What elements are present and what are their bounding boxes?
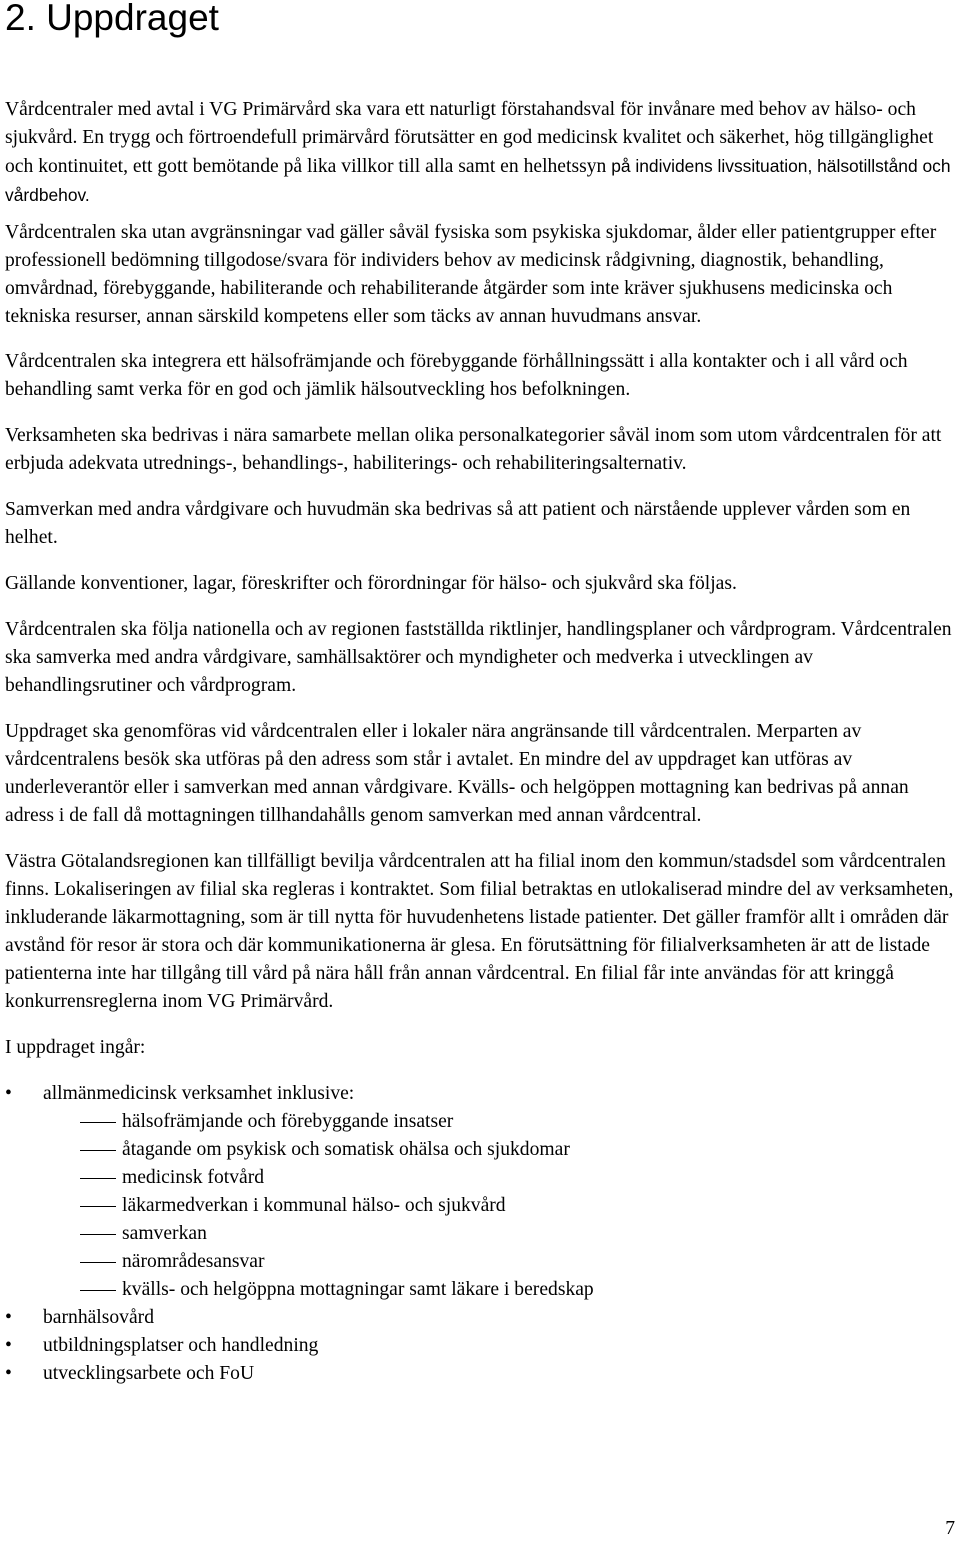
sub-list-item <box>43 1276 957 1304</box>
sub-list-item-text: åtagande om psykisk och somatisk ohälsa och sjukdomar <box>122 1139 570 1160</box>
sub-list-item-text: medicinsk fotvård <box>122 1167 265 1188</box>
list-intro: I uppdraget ingår: <box>5 1037 146 1058</box>
dash-icon <box>80 1150 116 1151</box>
dash-icon <box>80 1290 116 1291</box>
bullet-list <box>5 1080 957 1388</box>
sub-list-item <box>43 1220 957 1248</box>
paragraph-text-sans: på individens livssituation, hälsotillstånd och vårdbehov. <box>5 156 951 205</box>
dash-icon <box>80 1206 116 1207</box>
sub-list <box>43 1108 957 1304</box>
paragraph <box>5 96 957 210</box>
dash-icon <box>80 1234 116 1235</box>
list-item-text: utbildningsplatser och handledning <box>43 1335 319 1356</box>
paragraph: Västra Götalandsregionen kan tillfälligt bevilja vårdcentralen att ha filial inom den kommun/stadsdel som vårdcentralen finns. Lokaliseringen av filial ska regleras i kontraktet. Som filial betraktas en utlokaliserad mindre del av verksamheten, inkluderande läkarmottagning, som är till nytta för huvudenhetens listade patienter. Det gäller framför allt i områden där avstånd för resor är stora och där kommunikationerna är glesa. En förutsättning för filialverksamheten är att de listade patienterna inte har tillgång till vård på nära håll från annan vårdcentral. En filial får inte användas för att kringgå konkurrensreglerna inom VG Primärvård. <box>5 851 954 1012</box>
list-item-text: barnhälsovård <box>43 1307 154 1328</box>
sub-list-item-text: närområdesansvar <box>122 1251 265 1272</box>
document-body <box>5 96 957 1388</box>
bullet-icon: • <box>5 1307 12 1328</box>
sub-list-item <box>43 1136 957 1164</box>
list-item <box>5 1332 957 1360</box>
dash-icon <box>80 1122 116 1123</box>
paragraph: Samverkan med andra vårdgivare och huvudmän ska bedrivas så att patient och närstående upplever vården som en helhet. <box>5 499 911 548</box>
sub-list-item <box>43 1164 957 1192</box>
paragraph: Gällande konventioner, lagar, föreskrifter och förordningar för hälso- och sjukvård ska följas. <box>5 573 737 594</box>
paragraph: Uppdraget ska genomföras vid vårdcentralen eller i lokaler nära angränsande till vårdcentralen. Merparten av vårdcentralens besök ska utföras på den adress som står i avtalet. En mindre del av uppdraget kan utföras av underleverantör eller i samverkan med annan vårdgivare. Kvälls- och helgöppen mottagning kan bedrivas på annan adress i de fall då mottagningen tillhandahålls genom samverkan med annan vårdcentral. <box>5 721 909 826</box>
sub-list-item <box>43 1248 957 1276</box>
paragraph: Verksamheten ska bedrivas i nära samarbete mellan olika personalkategorier såväl inom som utom vårdcentralen för att erbjuda adekvata utrednings-, behandlings-, habiliterings- och rehabiliteringsalternativ. <box>5 425 942 474</box>
sub-list-item-text: läkarmedverkan i kommunal hälso- och sjukvård <box>122 1195 506 1216</box>
paragraph: Vårdcentralen ska integrera ett hälsofrämjande och förebyggande förhållningssätt i alla kontakter och i all vård och behandling samt verka för en god och jämlik hälsoutveckling hos befolkningen. <box>5 351 908 400</box>
sub-list-item-text: kvälls- och helgöppna mottagningar samt läkare i beredskap <box>122 1279 594 1300</box>
sub-list-item <box>43 1108 957 1136</box>
list-item-text: allmänmedicinsk verksamhet inklusive: <box>43 1083 355 1104</box>
bullet-icon: • <box>5 1335 12 1356</box>
page-number: 7 <box>945 1518 955 1539</box>
dash-icon <box>80 1178 116 1179</box>
list-item-text: utvecklingsarbete och FoU <box>43 1363 255 1384</box>
bullet-icon: • <box>5 1363 12 1384</box>
paragraph: Vårdcentralen ska följa nationella och av regionen fastställda riktlinjer, handlingsplaner och vårdprogram. Vårdcentralen ska samverka med andra vårdgivare, samhällsaktörer och myndigheter och medverka i utvecklingen av behandlingsrutiner och vårdprogram. <box>5 619 952 696</box>
dash-icon <box>80 1262 116 1263</box>
paragraph: Vårdcentralen ska utan avgränsningar vad gäller såväl fysiska som psykiska sjukdomar, ålder eller patientgrupper efter professionell bedömning tillgodose/svara för individers behov av medicinsk rådgivning, diagnostik, behandling, omvårdnad, förebyggande, habiliterande och rehabiliterande åtgärder som inte kräver sjukhusens medicinska och tekniska resurser, annan särskild kompetens eller som täcks av annan huvudmans ansvar. <box>5 222 937 327</box>
paragraph-text: Vårdcentraler med avtal i VG Primärvård ska vara ett naturligt förstahandsval för invånare med behov av hälso- och sjukvård. En trygg och förtroendefull primärvård förutsätter en god medicinsk kvalitet och säkerhet, hög tillgänglighet och kontinuitet, ett gott bemötande på lika villkor till alla samt en helhetssyn <box>5 99 934 177</box>
section-heading: 2. Uppdraget <box>5 0 219 38</box>
sub-list-item-text: samverkan <box>122 1223 207 1244</box>
bullet-icon: • <box>5 1083 12 1104</box>
sub-list-item <box>43 1192 957 1220</box>
list-item <box>5 1080 957 1304</box>
list-item <box>5 1360 957 1388</box>
list-item <box>5 1304 957 1332</box>
sub-list-item-text: hälsofrämjande och förebyggande insatser <box>122 1111 454 1132</box>
